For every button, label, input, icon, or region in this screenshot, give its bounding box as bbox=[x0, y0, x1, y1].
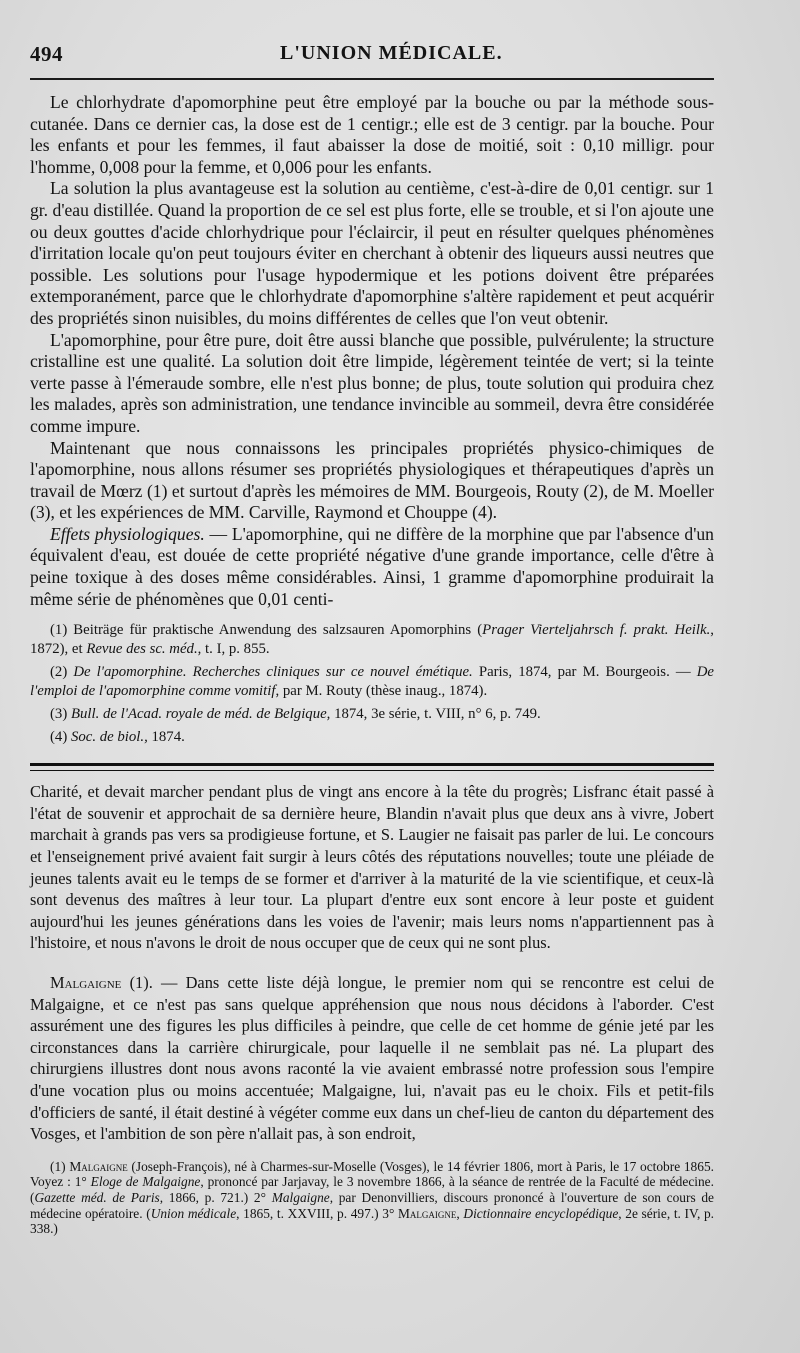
footnote-text: , bbox=[456, 1205, 464, 1221]
page-number: 494 bbox=[30, 42, 63, 66]
footnote bbox=[30, 728, 714, 747]
footnote-italic: Dictionnaire encyclopédique bbox=[463, 1205, 619, 1221]
feuilleton-footnotes bbox=[30, 1159, 714, 1237]
footnote-text: , par M. Routy (thèse inaug., 1874). bbox=[275, 683, 488, 700]
footnote-text: (1) Beiträge für praktische Anwendung des salzsauren Apomorphins ( bbox=[50, 622, 483, 639]
footnote-text: , 1865, t. XXVIII, p. 497.) 3° bbox=[236, 1205, 398, 1221]
footnote-italic: Malgaigne bbox=[271, 1189, 330, 1205]
article-footnotes bbox=[30, 621, 714, 747]
header-rule bbox=[30, 78, 714, 80]
footnote-text: Paris, 1874, par M. Bourgeois. — bbox=[472, 664, 697, 681]
footnote-text: (4) bbox=[50, 729, 71, 746]
footnote-italic: Revue des sc. méd. bbox=[86, 641, 198, 658]
footnote-text: , 1866, p. 721.) 2° bbox=[159, 1189, 272, 1205]
footnote-text: (1) bbox=[50, 1158, 70, 1174]
effects-heading: Effets physiologiques. bbox=[50, 523, 205, 544]
footnote-text: (3) bbox=[50, 706, 71, 723]
footnote bbox=[30, 663, 714, 701]
footnote-text: , 2e série, t. IV, p. 338.) bbox=[30, 1205, 714, 1237]
running-title: L'UNION MÉDICALE. bbox=[280, 42, 503, 64]
running-header bbox=[30, 42, 714, 74]
footnote-italic: Gazette méd. de Paris bbox=[34, 1189, 160, 1205]
footnote-text: , prononcé par Jarjavay, le 3 novembre 1866, à la séance de rentrée de la Faculté de médecine. ( bbox=[30, 1174, 714, 1205]
body-paragraph: L'apomorphine, pour être pure, doit être aussi blanche que possible, pulvérulente; la structure cristalline est une qualité. La solution doit être limpide, légèrement teintée de vert; si la teinte verte passe à l'émeraude sombre, elle n'est plus bonne; de plus, toute solution qui produira chez les malades, après son administration, une tendance invincible au sommeil, devra être considérée comme impure. bbox=[30, 329, 714, 436]
footnote-name: Malgaigne bbox=[69, 1158, 128, 1174]
feuilleton-body bbox=[30, 781, 714, 1145]
feuilleton-paragraph: Charité, et devait marcher pendant plus de vingt ans encore à la tête du progrès; Lisfranc était passé à l'état de souvenir et approchait de sa dernière heure, Blandin n'avait plus que deux ans à vivre, Jobert marchait à grands pas vers sa prodigieuse fortune, et S. Laugier ne faisait pas parler de lui. Le concours et l'enseignement privé avaient fait surgir à leurs côtés des réputations nouvelles; toute une pléiade de jeunes talents avait eu le temps de se former et d'arriver à la maturité de la vie scientifique, et ceux-là sont devenus des maîtres à leur tour. La plupart d'entre eux sont encore à leur poste et guident aujourd'hui les jeunes générations dans les voies de l'avenir; mais leurs noms n'appartiennent pas à l'histoire, et nous n'avons le droit de nous occuper que de ceux qui ne sont plus. bbox=[30, 782, 714, 953]
footnote-italic: Prager Vierteljahrsch f. prakt. Heilk. bbox=[482, 622, 711, 639]
footnote-italic: Bull. de l'Acad. royale de méd. de Belgique, bbox=[70, 706, 331, 723]
effects-paragraph bbox=[30, 524, 714, 610]
feuilleton-separator bbox=[30, 763, 714, 771]
footnote-italic: De l'emploi de l'apomorphine comme vomitif bbox=[30, 664, 714, 700]
footnote-text: 1874. bbox=[147, 729, 185, 746]
footnote-text: (2) bbox=[50, 664, 74, 681]
malgaigne-paragraph bbox=[30, 972, 714, 1145]
article-body bbox=[30, 92, 714, 610]
footnote-text: , 1872), et bbox=[30, 622, 714, 658]
effects-text: — L'apomorphine, qui ne diffère de la morphine que par l'absence d'un équivalent d'eau, est douée de cette propriété négative d'une grande importance, celle d'être à peine toxique à des doses même considérables. Ainsi, 1 gramme d'apomorphine produirait la même série de phénomènes que 0,01 centi- bbox=[30, 523, 714, 609]
body-paragraph: Maintenant que nous connaissons les principales propriétés physico-chimiques de l'apomorphine, nous allons résumer ses propriétés physiologiques et thérapeutiques d'après un travail de Mœrz (1) et surtout d'après les mémoires de MM. Bourgeois, Routy (2), de M. Moeller (3), et les expériences de MM. Carville, Raymond et Chouppe (4). bbox=[30, 437, 714, 523]
footnote-italic: De l'apomorphine. Recherches cliniques sur ce nouvel émétique. bbox=[73, 664, 473, 681]
footnote-name: Malgaigne bbox=[398, 1205, 457, 1221]
malgaigne-heading: Malgaigne (1). bbox=[50, 973, 153, 992]
footnote-italic: Union médicale bbox=[150, 1205, 237, 1221]
footnote-text: (Joseph-François), né à Charmes-sur-Moselle (Vosges), le 14 février 1806, mort à Paris, le 17 octobre 1865. Voyez : 1° bbox=[30, 1158, 714, 1190]
body-paragraph: La solution la plus avantageuse est la solution au centième, c'est-à-dire de 0,01 centigr. sur 1 gr. d'eau distillée. Quand la proportion de ce sel est plus forte, elle se trouble, et si l'on ajoute une ou deux gouttes d'acide chlorhydrique pour l'éclaircir, il peut en résulter quelques phénomènes d'irritation locale qu'on peut toujours éviter en cherchant à obtenir des liqueurs aussi neutres que possible. Les solutions pour l'usage hypodermique et les potions doivent être préparées extemporanément, parce que le chlorhydrate d'apomorphine s'altère rapidement et peut acquérir des propriétés sinon nuisibles, du moins différentes de celles que l'on veut obtenir. bbox=[30, 178, 714, 328]
body-paragraph: Le chlorhydrate d'apomorphine peut être employé par la bouche ou par la méthode sous-cutanée. Dans ce dernier cas, la dose est de 1 centigr.; elle est de 3 centigr. par la bouche. Pour les enfants et pour les femmes, il faut abaisser la dose de moitié, soit : 0,10 milligr. pour l'homme, 0,008 pour la femme, et 0,006 pour les enfants. bbox=[30, 92, 714, 177]
footnote-italic: Eloge de Malgaigne bbox=[90, 1174, 201, 1190]
footnote-text: , t. I, p. 855. bbox=[197, 641, 270, 658]
footnote bbox=[30, 1159, 714, 1237]
footnote-italic: Soc. de biol., bbox=[70, 729, 148, 746]
footnote-text: 1874, 3e série, t. VIII, n° 6, p. 749. bbox=[330, 706, 541, 723]
footnote bbox=[30, 621, 714, 659]
malgaigne-text: — Dans cette liste déjà longue, le premier nom qui se rencontre est celui de Malgaigne, et ce n'est pas sans quelque appréhension que nous nous décidons à l'aborder. C'est assurément une des figures les plus difficiles à peindre, que celle de cet homme de génie jeté par les circonstances dans la carrière chirurgicale, pour laquelle il ne semblait pas né. La plupart des chirurgiens illustres dont nous avons raconté la vie avaient embrassé notre profession sous l'empire d'une vocation plus ou moins accentuée; Malgaigne, lui, n'avait pas eu le choix. Fils et petit-fils d'officiers de santé, il était destiné à végéter comme eux dans un chef-lieu de canton du département des Vosges, et l'ambition de son père n'allait pas, à son endroit, bbox=[30, 973, 715, 1144]
footnote-text: , par Denonvilliers, discours prononcé à l'ouverture de son cours de médecine opératoire. ( bbox=[30, 1189, 715, 1221]
footnote bbox=[30, 705, 714, 724]
